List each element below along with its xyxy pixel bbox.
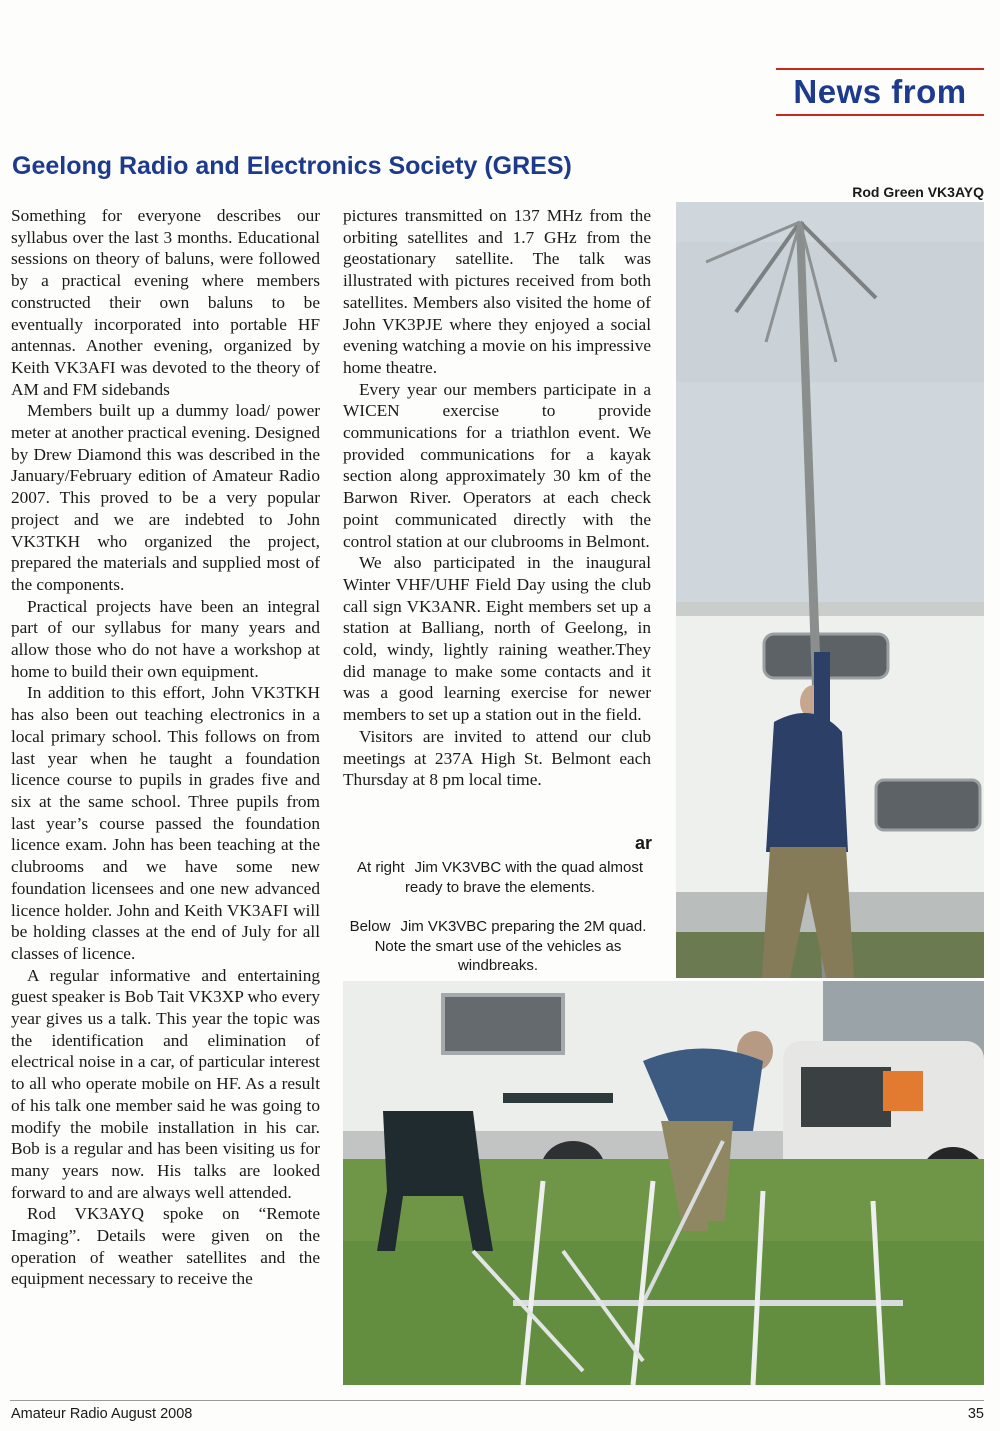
photo-quad-preparation-image — [343, 981, 984, 1385]
paragraph: In addition to this effort, John VK3TKH has also been out teaching electronics in a local primary school. This follows on from last year when he taught a foundation licence course to pupils in grades five and six at the same school. Three pupils from last year’s course passed the foundation licence exam. John has been teaching at the clubrooms and we have some new foundation licensees and one new advanced licence holder. John and Keith VK3AFI will be holding classes at the end of July for all classes of licence. — [11, 683, 320, 963]
paragraph: Something for everyone describes our syllabus over the last 3 months. Educational sessions on theory of baluns, were followed by a practical evening where members constructed their own baluns to be eventually incorporated into portable HF antennas. Another evening, organized by Keith VK3AFI was devoted to the theory of AM and FM sidebands — [11, 206, 320, 399]
caption-right-photo — [350, 858, 650, 897]
paragraph: Practical projects have been an integral part of our syllabus for many years and allow those who do not have a workshop at home to build their own equipment. — [11, 596, 320, 681]
text-column-1 — [11, 205, 320, 1290]
section-tag: News from — [776, 68, 984, 116]
footer-rule — [10, 1400, 984, 1401]
paragraph: We also participated in the inaugural Winter VHF/UHF Field Day using the club call sign VK3ANR. Eight members set up a station at Balliang, north of Geelong, in cold, windy, lightly raining weather.They did manage to make some contacts and it was a good learning exercise for newer members to set up a station out in the field. — [343, 553, 651, 725]
photo-antenna-mast-image — [676, 202, 984, 978]
paragraph: Rod VK3AYQ spoke on “Remote Imaging”. Details were given on the operation of weather satellites and the equipment necessary to receive the — [11, 1204, 320, 1289]
paragraph: pictures transmitted on 137 MHz from the orbiting satellites and 1.7 GHz from the geostationary satellite. The talk was illustrated with pictures received from both satellites. Members also visited the home of John VK3PJE where they enjoyed a social evening watching a movie on his impressive home theatre. — [343, 206, 651, 377]
paragraph: Every year our members participate in a WICEN exercise to provide communications for a triathlon event. We provided communications for a kayak section along approximately 30 km of the Barwon River. Operators at each check point communicated directly with the control station at our clubrooms in Belmont. — [343, 379, 651, 551]
article-end-mark: ar — [634, 833, 652, 853]
caption-below-photo — [343, 917, 653, 976]
paragraph: Visitors are invited to attend our club meetings at 237A High St. Belmont each Thursday at 8 pm local time. — [343, 726, 651, 790]
paragraph: Members built up a dummy load/ power meter at another practical evening. Designed by Drew Diamond this was described in the January/February edition of Amateur Radio 2007. This proved to be a very popular project and we are indebted to John VK3TKH who organized the project, prepared the materials and supplied most of the components. — [11, 401, 321, 594]
footer-publication: Amateur Radio August 2008 — [11, 1406, 193, 1422]
author-byline: Rod Green VK3AYQ — [852, 184, 984, 200]
article-title: Geelong Radio and Electronics Society (GRES) — [12, 152, 572, 180]
text-column-2 — [343, 205, 651, 791]
photo-antenna-mast — [676, 202, 984, 978]
caption-key: Below — [349, 918, 391, 935]
photo-quad-preparation — [343, 981, 984, 1385]
caption-text: Jim VK3VBC preparing the 2M quad. Note the smart use of the vehicles as windbreaks. — [374, 918, 647, 974]
footer-page-number: 35 — [967, 1406, 984, 1422]
caption-key: At right — [357, 859, 405, 876]
paragraph: A regular informative and entertaining guest speaker is Bob Tait VK3XP who every year gives us a talk. This year the topic was the identification and elimination of electrical noise in a car, of particular interest to all who operate mobile on HF. As a result of his talk one member said he was going to modify the mobile installation in his car. Bob is a regular and has been visiting us for many years now. His talks are looked forward to and are always well attended. — [11, 965, 321, 1202]
caption-text: Jim VK3VBC with the quad almost ready to brave the elements. — [404, 859, 643, 896]
